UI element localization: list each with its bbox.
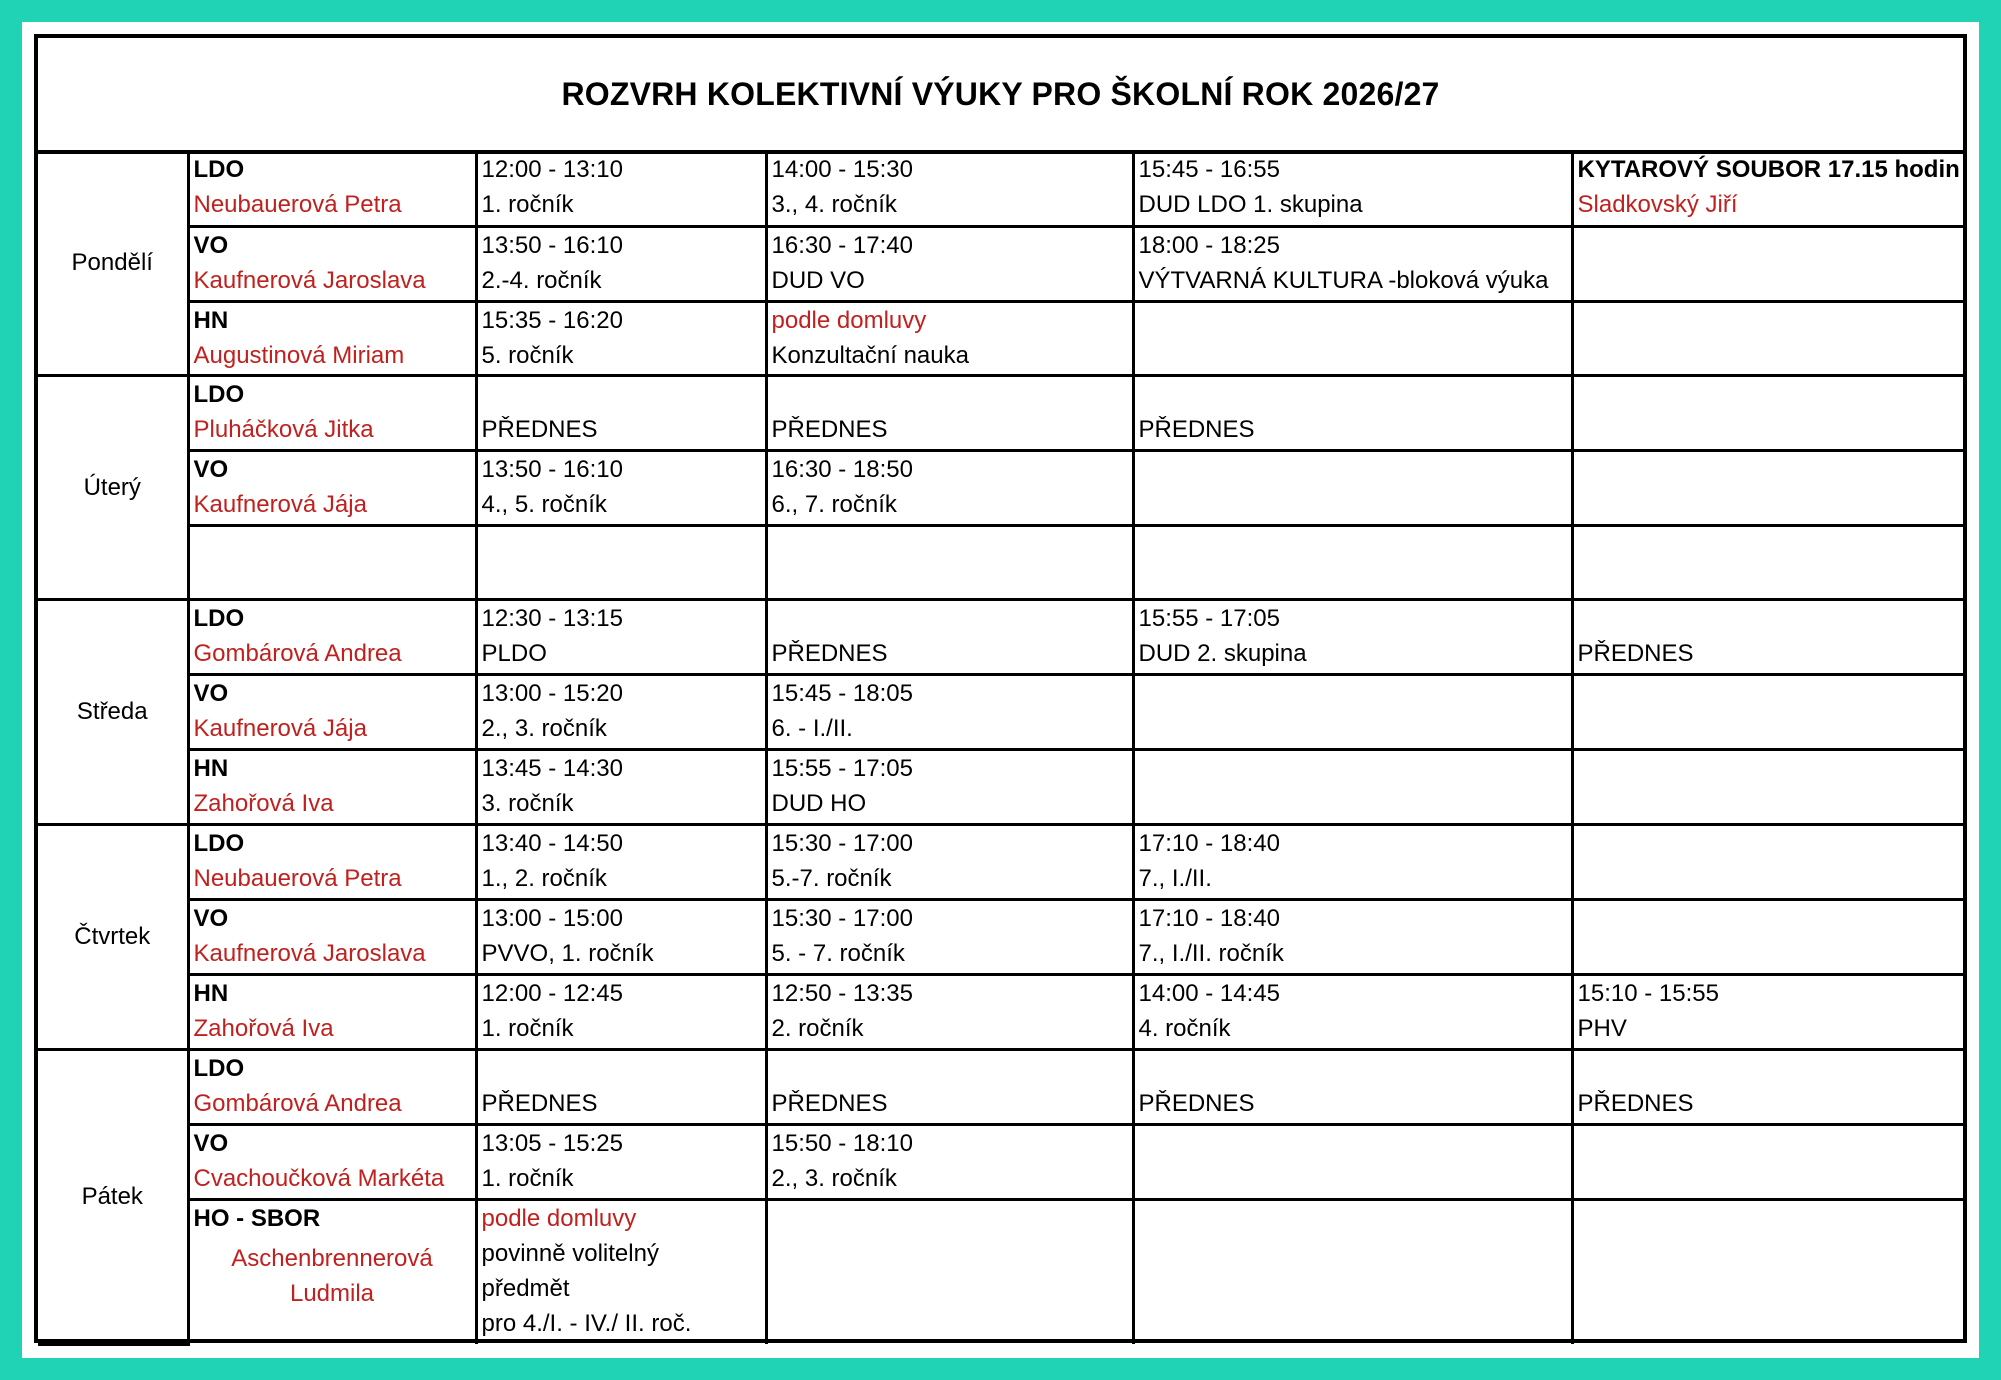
subject-label: LDO: [193, 604, 245, 632]
empty-cell: [1133, 450, 1572, 525]
table-row: [38, 1049, 1963, 1124]
lesson-cell: [1133, 375, 1572, 450]
teacher-name: Cvachoučková Markéta: [193, 1164, 445, 1192]
lesson-activity: PŘEDNES: [1138, 1089, 1255, 1117]
empty-cell: [1572, 749, 1963, 824]
subject-cell: [188, 1199, 476, 1344]
lesson-cell: [1572, 974, 1963, 1049]
lesson-cell: [476, 674, 766, 749]
teacher-name: Gombárová Andrea: [193, 639, 402, 667]
subject-cell: [188, 749, 476, 824]
empty-cell: [1572, 375, 1963, 450]
lesson-time: 12:00 - 12:45: [481, 979, 623, 1007]
lesson-activity: PŘEDNES: [481, 1089, 598, 1117]
subject-label: HN: [193, 979, 229, 1007]
subject-cell: [188, 1049, 476, 1124]
table-row: [38, 226, 1963, 301]
lesson-cell: [766, 974, 1133, 1049]
teacher-name: Gombárová Andrea: [193, 1089, 402, 1117]
lesson-time: 13:00 - 15:00: [481, 904, 623, 932]
lesson-cell: [476, 450, 766, 525]
empty-cell: [188, 525, 476, 599]
lesson-class: 2., 3. ročník: [481, 714, 607, 742]
lesson-time: 15:45 - 16:55: [1138, 156, 1280, 183]
subject-label: LDO: [193, 380, 245, 408]
subject-label: VO: [193, 455, 229, 483]
lesson-cell: [476, 1124, 766, 1199]
lesson-class: Konzultační nauka: [771, 341, 969, 369]
subject-cell: [188, 974, 476, 1049]
lesson-class: DUD LDO 1. skupina: [1138, 191, 1363, 218]
lesson-class: 7., I./II.: [1138, 864, 1212, 892]
lesson-time: 18:00 - 18:25: [1138, 231, 1280, 259]
lesson-note: povinně volitelný: [481, 1239, 659, 1267]
subject-cell: [188, 899, 476, 974]
lesson-time: 12:30 - 13:15: [481, 604, 623, 632]
schedule-table: [38, 152, 1963, 1346]
lesson-cell: [766, 450, 1133, 525]
table-row: [38, 899, 1963, 974]
lesson-class: 2. ročník: [771, 1014, 864, 1042]
subject-cell: [188, 375, 476, 450]
lesson-time: 13:45 - 14:30: [481, 754, 623, 782]
page-title: ROZVRH KOLEKTIVNÍ VÝUKY PRO ŠKOLNÍ ROK 2026/27: [561, 75, 1440, 112]
empty-cell: [766, 1199, 1133, 1344]
teacher-name: Pluháčková Jitka: [193, 415, 374, 443]
teacher-name: Kaufnerová Jája: [193, 490, 367, 518]
lesson-time: podle domluvy: [771, 306, 927, 334]
lesson-cell: [476, 974, 766, 1049]
subject-label: LDO: [193, 1054, 245, 1082]
empty-cell: [1572, 899, 1963, 974]
empty-cell: [1572, 525, 1963, 599]
lesson-cell: [766, 749, 1133, 824]
empty-cell: [1572, 226, 1963, 301]
lesson-cell: [766, 1124, 1133, 1199]
lesson-time: 17:10 - 18:40: [1138, 829, 1280, 857]
subject-label: HO - SBOR: [193, 1204, 321, 1232]
table-row: [38, 1199, 1963, 1344]
lesson-time: 16:30 - 17:40: [771, 231, 913, 259]
lesson-class: 4. ročník: [1138, 1014, 1231, 1042]
ensemble-title: KYTAROVÝ SOUBOR 17.15 hodin: [1577, 156, 1960, 183]
lesson-class: 5.-7. ročník: [771, 864, 892, 892]
lesson-time: 15:30 - 17:00: [771, 829, 913, 857]
empty-cell: [1133, 1199, 1572, 1344]
day-wednesday: Středa: [38, 599, 188, 824]
lesson-time: 14:00 - 14:45: [1138, 979, 1280, 1007]
subject-label: LDO: [193, 156, 245, 183]
subject-label: LDO: [193, 829, 245, 857]
subject-label: HN: [193, 306, 229, 334]
subject-cell: [188, 824, 476, 899]
lesson-time: 15:30 - 17:00: [771, 904, 913, 932]
lesson-activity: PŘEDNES: [1577, 639, 1694, 667]
lesson-cell: [1133, 824, 1572, 899]
day-friday: Pátek: [38, 1049, 188, 1344]
lesson-cell: [766, 226, 1133, 301]
lesson-time: 15:10 - 15:55: [1577, 979, 1719, 1007]
lesson-class: 6. - I./II.: [771, 714, 853, 742]
lesson-cell: [1572, 152, 1963, 226]
lesson-activity: PŘEDNES: [1577, 1089, 1694, 1117]
lesson-cell: [1133, 899, 1572, 974]
lesson-cell: [766, 301, 1133, 375]
lesson-class: 5. ročník: [481, 341, 574, 369]
empty-cell: [1572, 1199, 1963, 1344]
lesson-time: 15:35 - 16:20: [481, 306, 623, 334]
lesson-cell: [476, 375, 766, 450]
subject-label: HN: [193, 754, 229, 782]
lesson-time: podle domluvy: [481, 1204, 637, 1232]
table-row: [38, 1124, 1963, 1199]
lesson-time: 14:00 - 15:30: [771, 156, 913, 183]
teacher-name: Augustinová Miriam: [193, 341, 405, 369]
schedule-frame: [34, 34, 1967, 1343]
lesson-class: 1., 2. ročník: [481, 864, 607, 892]
lesson-time: 16:30 - 18:50: [771, 455, 913, 483]
lesson-cell: [766, 674, 1133, 749]
lesson-class: PLDO: [481, 639, 547, 667]
table-row: [38, 301, 1963, 375]
lesson-activity: PŘEDNES: [771, 415, 888, 443]
teacher-name: Neubauerová Petra: [193, 191, 402, 218]
lesson-class: 1. ročník: [481, 191, 574, 218]
lesson-cell: [476, 749, 766, 824]
table-row: [38, 375, 1963, 450]
lesson-cell: [476, 226, 766, 301]
empty-cell: [1572, 824, 1963, 899]
subject-label: VO: [193, 904, 229, 932]
ensemble-teacher: Sladkovský Jiří: [1577, 191, 1738, 218]
empty-cell: [1572, 301, 1963, 375]
lesson-class: PVVO, 1. ročník: [481, 939, 654, 967]
lesson-class: 1. ročník: [481, 1014, 574, 1042]
subject-cell: [188, 450, 476, 525]
lesson-class: 2.-4. ročník: [481, 266, 602, 294]
lesson-cell: [476, 1199, 766, 1344]
lesson-class: 3. ročník: [481, 789, 574, 817]
lesson-class: DUD HO: [771, 789, 867, 817]
lesson-time: 13:40 - 14:50: [481, 829, 623, 857]
empty-cell: [1572, 674, 1963, 749]
lesson-activity: PŘEDNES: [771, 1089, 888, 1117]
lesson-class: 6., 7. ročník: [771, 490, 897, 518]
teacher-name: Neubauerová Petra: [193, 864, 402, 892]
teacher-name: Kaufnerová Jaroslava: [193, 939, 426, 967]
subject-label: VO: [193, 1129, 229, 1157]
lesson-note: pro 4./I. - IV./ II. roč.: [481, 1309, 692, 1337]
lesson-note: předmět: [481, 1274, 570, 1302]
lesson-time: 15:55 - 17:05: [1138, 604, 1280, 632]
empty-cell: [1133, 525, 1572, 599]
lesson-activity: PŘEDNES: [481, 415, 598, 443]
lesson-class: 7., I./II. ročník: [1138, 939, 1284, 967]
lesson-time: 13:50 - 16:10: [481, 231, 623, 259]
table-row: [38, 525, 1963, 599]
lesson-time: 13:50 - 16:10: [481, 455, 623, 483]
lesson-cell: [766, 375, 1133, 450]
lesson-cell: [766, 899, 1133, 974]
empty-cell: [1133, 749, 1572, 824]
subject-cell: [188, 301, 476, 375]
lesson-class: VÝTVARNÁ KULTURA -bloková výuka: [1138, 266, 1549, 294]
lesson-cell: [1572, 599, 1963, 674]
lesson-cell: [1133, 152, 1572, 226]
table-row: [38, 152, 1963, 226]
title-row: [38, 38, 1963, 154]
teacher-name: Zahořová Iva: [193, 789, 334, 817]
lesson-cell: [1133, 974, 1572, 1049]
subject-cell: [188, 152, 476, 226]
table-row: [38, 974, 1963, 1049]
table-row: [38, 749, 1963, 824]
lesson-cell: [766, 1049, 1133, 1124]
lesson-time: 13:00 - 15:20: [481, 679, 623, 707]
table-row: [38, 599, 1963, 674]
teacher-name: Aschenbrennerová Ludmila: [231, 1244, 433, 1307]
lesson-class: 3., 4. ročník: [771, 191, 897, 218]
lesson-cell: [476, 301, 766, 375]
lesson-time: 15:45 - 18:05: [771, 679, 913, 707]
lesson-time: 15:50 - 18:10: [771, 1129, 913, 1157]
subject-cell: [188, 226, 476, 301]
lesson-activity: PŘEDNES: [1138, 415, 1255, 443]
lesson-cell: [1133, 226, 1572, 301]
subject-label: VO: [193, 679, 229, 707]
lesson-activity: PŘEDNES: [771, 639, 888, 667]
empty-cell: [1572, 1124, 1963, 1199]
day-thursday: Čtvrtek: [38, 824, 188, 1049]
day-monday: Pondělí: [38, 152, 188, 375]
table-row: [38, 450, 1963, 525]
empty-cell: [1133, 301, 1572, 375]
teacher-name: Kaufnerová Jája: [193, 714, 367, 742]
lesson-time: 15:55 - 17:05: [771, 754, 913, 782]
lesson-class: DUD 2. skupina: [1138, 639, 1307, 667]
teacher-name: Kaufnerová Jaroslava: [193, 266, 426, 294]
lesson-time: 12:00 - 13:10: [481, 156, 623, 183]
lesson-cell: [476, 599, 766, 674]
lesson-class: 2., 3. ročník: [771, 1164, 897, 1192]
lesson-time: 12:50 - 13:35: [771, 979, 913, 1007]
table-row: [38, 824, 1963, 899]
lesson-class: PHV: [1577, 1014, 1627, 1042]
lesson-cell: [766, 152, 1133, 226]
teacher-name: Zahořová Iva: [193, 1014, 334, 1042]
lesson-cell: [766, 824, 1133, 899]
lesson-class: 1. ročník: [481, 1164, 574, 1192]
lesson-cell: [476, 1049, 766, 1124]
empty-cell: [1133, 674, 1572, 749]
lesson-cell: [476, 152, 766, 226]
lesson-time: 17:10 - 18:40: [1138, 904, 1280, 932]
lesson-cell: [1572, 1049, 1963, 1124]
lesson-cell: [1133, 1049, 1572, 1124]
empty-cell: [766, 525, 1133, 599]
subject-cell: [188, 674, 476, 749]
subject-cell: [188, 1124, 476, 1199]
subject-cell: [188, 599, 476, 674]
day-tuesday: Úterý: [38, 375, 188, 599]
empty-cell: [1133, 1124, 1572, 1199]
table-row: [38, 674, 1963, 749]
subject-label: VO: [193, 231, 229, 259]
lesson-class: DUD VO: [771, 266, 865, 294]
lesson-time: 13:05 - 15:25: [481, 1129, 623, 1157]
lesson-cell: [766, 599, 1133, 674]
lesson-cell: [476, 824, 766, 899]
lesson-class: 4., 5. ročník: [481, 490, 607, 518]
lesson-class: 5. - 7. ročník: [771, 939, 905, 967]
lesson-cell: [1133, 599, 1572, 674]
empty-cell: [1572, 450, 1963, 525]
lesson-cell: [476, 899, 766, 974]
empty-cell: [476, 525, 766, 599]
